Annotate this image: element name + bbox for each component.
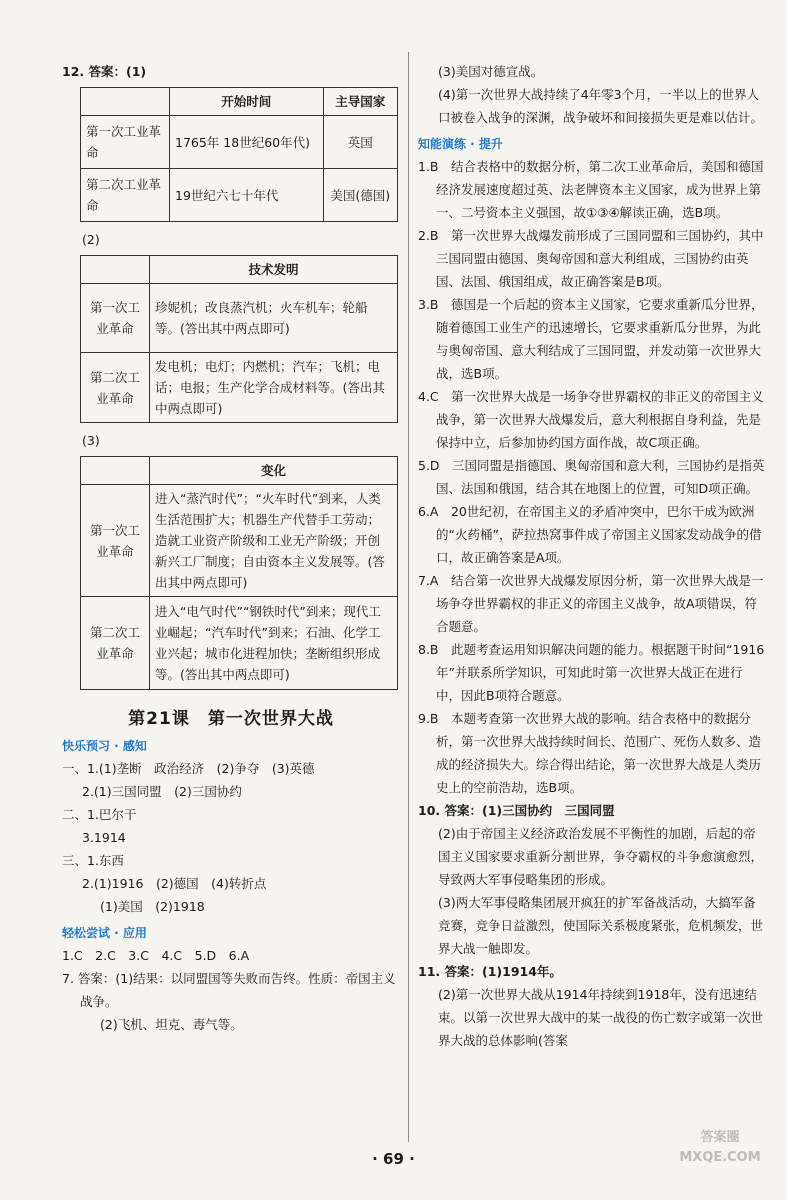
table3-row1-content: 进入“蒸汽时代”；“火车时代”到来，人类生活范围扩大；机器生产代替手工劳动；造就工业资产阶级和工业无产阶级；开创新兴工厂制度；自由资本主义发展等。(答出其中两点即可) xyxy=(150,485,398,597)
preview-line-5: 三、1.东西 xyxy=(62,853,124,868)
watermark-stamp: 答案圈 MXQE.COM xyxy=(679,1130,761,1165)
page-number: · 69 · xyxy=(372,1150,415,1168)
table3-row2-name: 第二次工业革命 xyxy=(81,597,150,690)
tech-invention-table xyxy=(80,255,398,423)
answer-2: 2.B 第一次世界大战爆发前形成了三国同盟和三国协约，其中三国同盟由德国、奥匈帝国和意大利组成，三国协约由英国、法国、俄国组成，故正确答案是B项。 xyxy=(418,228,764,289)
table1-row2-time: 19世纪六七十年代 xyxy=(170,169,324,222)
answer-1: 1.B 结合表格中的数据分析，第二次工业革命后，美国和德国经济发展速度超过英、法老牌资本主义国家，成为世界上第一、二号资本主义强国，故①③④解读正确，选B项。 xyxy=(418,159,764,220)
table3-row1-name: 第一次工业革命 xyxy=(81,485,150,597)
preview-line-7: (1)美国 (2)1918 xyxy=(100,899,205,914)
preview-line-1: 一、1.(1)垄断 政治经济 (2)争夺 (3)英德 xyxy=(62,761,315,776)
table3-row2-content: 进入“电气时代”“钢铁时代”到来；现代工业崛起；“汽车时代”到来；石油、化学工业兴起；城市化进程加快；垄断组织形成等。(答出其中两点即可) xyxy=(150,597,398,690)
try-line-3: (2)飞机、坦克、毒气等。 xyxy=(100,1017,243,1032)
section-try-heading: 轻松尝试 · 应用 xyxy=(62,926,147,940)
q11-label: 11. 答案：(1)1914年。 xyxy=(418,964,562,979)
q10-part2: (2)由于帝国主义经济政治发展不平衡性的加剧，后起的帝国主义国家要求重新分割世界，争夺霸权的斗争愈演愈烈，导致两大军事侵略集团的形成。 xyxy=(438,826,764,887)
table1-header-leading-country: 主导国家 xyxy=(323,88,397,116)
q11-part2: (2)第一次世界大战从1914年持续到1918年，没有迅速结束。以第一次世界大战中的某一战役的伤亡数字或第一次世界大战的总体影响(答案 xyxy=(438,987,764,1048)
q12-label: 12. 答案：(1) xyxy=(62,64,147,79)
table2-row2-name: 第二次工业革命 xyxy=(81,353,150,423)
left-column xyxy=(62,60,400,1036)
q12-part3-label: (3) xyxy=(82,433,100,448)
table1-header-start-time: 开始时间 xyxy=(170,88,324,116)
table1-row1-time: 1765年 18世纪60年代) xyxy=(170,116,324,169)
table1-row1-name: 第一次工业革命 xyxy=(81,116,170,169)
lesson-title: 第21课 第一次世界大战 xyxy=(128,709,334,729)
table1-corner xyxy=(81,88,170,116)
table3-corner xyxy=(81,457,150,485)
preview-line-4: 3.1914 xyxy=(82,830,126,845)
table2-row1-name: 第一次工业革命 xyxy=(81,284,150,353)
changes-table xyxy=(80,456,398,690)
answer-8: 8.B 此题考查运用知识解决问题的能力。根据题干时间“1916年”并联系所学知识，可知此时第一次世界大战正在进行中，因此B项符合题意。 xyxy=(418,642,765,703)
column-divider xyxy=(408,52,409,1142)
preview-line-3: 二、1.巴尔干 xyxy=(62,807,137,822)
q7-part4: (4)第一次世界大战持续了4年零3个月，一半以上的世界人口被卷入战争的深渊，战争破坏和间接损失更是难以估计。 xyxy=(438,87,764,125)
preview-line-6: 2.(1)1916 (2)德国 (4)转折点 xyxy=(82,876,267,891)
q10-label: 10. 答案：(1)三国协约 三国同盟 xyxy=(418,803,615,818)
answer-4: 4.C 第一次世界大战是一场争夺世界霸权的非正义的帝国主义战争，第一次世界大战爆发后，意大利根据自身利益，先是保持中立，后参加协约国方面作战，故C项正确。 xyxy=(418,389,764,450)
answer-9: 9.B 本题考查第一次世界大战的影响。结合表格中的数据分析，第一次世界大战持续时间长、范围广、死伤人数多、造成的经济损失大。综合得出结论，第一次世界大战是人类历史上的空前浩劫，选B项。 xyxy=(418,711,762,795)
try-line-2: 7. 答案：(1)结果：以同盟国等失败而告终。性质：帝国主义战争。 xyxy=(62,971,396,1009)
answer-5: 5.D 三国同盟是指德国、奥匈帝国和意大利，三国协约是指英国、法国和俄国，结合其在地图上的位置，可知D项正确。 xyxy=(418,458,765,496)
table3-header: 变化 xyxy=(150,457,398,485)
section-preview-heading: 快乐预习 · 感知 xyxy=(62,739,147,753)
table2-row2-content: 发电机；电灯；内燃机；汽车；飞机；电话；电报；生产化学合成材料等。(答出其中两点即可) xyxy=(150,353,398,423)
table1-row2-country: 美国(德国) xyxy=(323,169,397,222)
q12-part2-label: (2) xyxy=(82,232,100,247)
answer-7: 7.A 结合第一次世界大战爆发原因分析，第一次世界大战是一场争夺世界霸权的非正义的帝国主义战争，故A项错误，符合题意。 xyxy=(418,573,764,634)
right-column xyxy=(418,60,766,1052)
section-practice-heading: 知能演练 · 提升 xyxy=(418,137,503,151)
try-line-1: 1.C 2.C 3.C 4.C 5.D 6.A xyxy=(62,948,250,963)
answer-6: 6.A 20世纪初，在帝国主义的矛盾冲突中，巴尔干成为欧洲的“火药桶”，萨拉热窝事件成了帝国主义国家发动战争的借口，故正确答案是A项。 xyxy=(418,504,762,565)
preview-line-2: 2.(1)三国同盟 (2)三国协约 xyxy=(82,784,242,799)
q7-part3: (3)美国对德宣战。 xyxy=(438,64,544,79)
table1-row2-name: 第二次工业革命 xyxy=(81,169,170,222)
industrial-revolution-time-table xyxy=(80,87,398,222)
table2-corner xyxy=(81,256,150,284)
table2-row1-content: 珍妮机；改良蒸汽机；火车机车；轮船等。(答出其中两点即可) xyxy=(150,284,398,353)
table1-row1-country: 英国 xyxy=(323,116,397,169)
answer-3: 3.B 德国是一个后起的资本主义国家，它要求重新瓜分世界，随着德国工业生产的迅速增长，它要求重新瓜分世界，为此与奥匈帝国、意大利结成了三国同盟，并发动第一次世界大战，选B项。 xyxy=(418,297,764,381)
q10-part3: (3)两大军事侵略集团展开疯狂的扩军备战活动，大搞军备竞赛，竞争日益激烈，使国际关系极度紧张，危机频发，世界大战一触即发。 xyxy=(438,895,764,956)
table2-header: 技术发明 xyxy=(150,256,398,284)
